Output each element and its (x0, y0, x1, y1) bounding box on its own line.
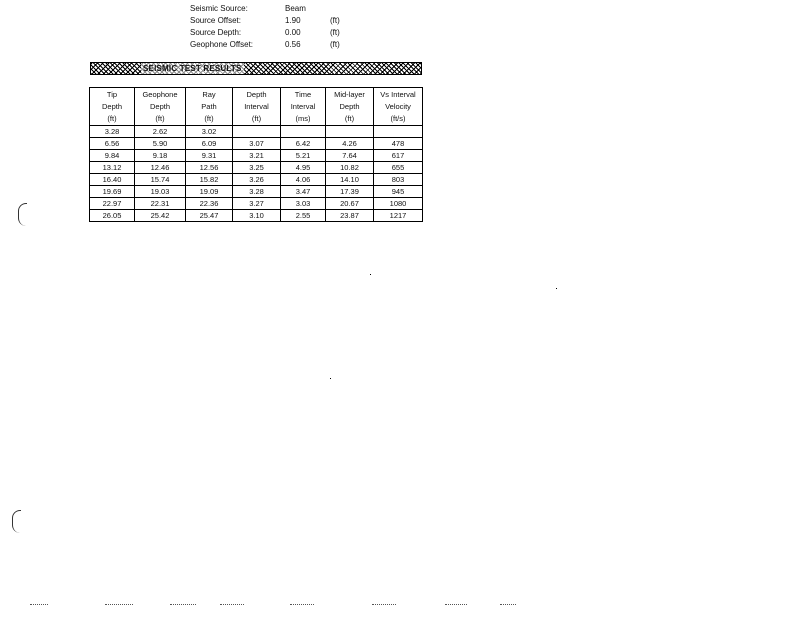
table-cell: 4.26 (326, 138, 374, 150)
table-cell: 5.90 (135, 138, 186, 150)
param-value: 0.00 (285, 28, 301, 37)
table-cell: 803 (374, 174, 423, 186)
column-header-line: Depth (101, 101, 122, 111)
table-cell: 6.42 (281, 138, 326, 150)
table-cell: 13.12 (90, 162, 135, 174)
banner-title: SEISMIC TEST RESULTS (143, 64, 242, 73)
table-body (90, 126, 423, 222)
table-row (90, 174, 423, 186)
table-cell: 6.56 (90, 138, 135, 150)
table-row (90, 198, 423, 210)
column-header-line: Vs Interval (380, 89, 416, 99)
table-cell: 478 (374, 138, 423, 150)
table-cell: 19.03 (135, 186, 186, 198)
column-header-line: Geophone (142, 89, 178, 99)
table-cell: 3.25 (233, 162, 281, 174)
seismic-results-table (89, 87, 423, 222)
table-cell: 3.07 (233, 138, 281, 150)
scan-dash (30, 604, 48, 606)
param-label: Seismic Source: (190, 4, 248, 13)
param-label: Source Depth: (190, 28, 242, 37)
column-header (186, 88, 233, 126)
column-header-line: (ms) (295, 113, 311, 123)
table-cell: 9.18 (135, 150, 186, 162)
scan-dash (372, 604, 396, 606)
table-cell: 16.40 (90, 174, 135, 186)
scan-speck (556, 288, 557, 289)
column-header-line: (ft) (107, 113, 117, 123)
param-unit: (ft) (330, 28, 340, 37)
table-row (90, 210, 423, 222)
table-cell: 17.39 (326, 186, 374, 198)
scan-speck (370, 274, 371, 275)
table-cell: 19.09 (186, 186, 233, 198)
table-cell: 4.06 (281, 174, 326, 186)
column-header-line: Velocity (385, 101, 411, 111)
column-header-line: Tip (106, 89, 118, 99)
table-cell: 617 (374, 150, 423, 162)
column-header-line: Depth (339, 101, 360, 111)
table-cell: 9.31 (186, 150, 233, 162)
table-cell: 1217 (374, 210, 423, 222)
table-cell: 15.82 (186, 174, 233, 186)
param-value: Beam (285, 4, 306, 13)
table-cell: 3.03 (281, 198, 326, 210)
column-header (326, 88, 374, 126)
table-cell: 9.84 (90, 150, 135, 162)
column-header-line: Ray (202, 89, 216, 99)
column-header-line: Interval (244, 101, 269, 111)
table-cell: 3.28 (90, 126, 135, 138)
table-row (90, 138, 423, 150)
table-cell: 14.10 (326, 174, 374, 186)
table-cell: 3.02 (186, 126, 233, 138)
table-cell: 2.55 (281, 210, 326, 222)
table-cell: 1080 (374, 198, 423, 210)
table-cell: 5.21 (281, 150, 326, 162)
column-header (135, 88, 186, 126)
table-cell: 12.46 (135, 162, 186, 174)
column-header-line: Mid-layer (334, 89, 365, 99)
scan-dash (220, 604, 244, 606)
table-cell: 25.42 (135, 210, 186, 222)
table-cell (281, 126, 326, 138)
scan-dash (445, 604, 467, 606)
table-row (90, 162, 423, 174)
param-value: 0.56 (285, 40, 301, 49)
column-header (374, 88, 423, 126)
scan-speck (330, 378, 331, 379)
param-label: Geophone Offset: (190, 40, 254, 49)
table-cell: 3.21 (233, 150, 281, 162)
column-header-line: Interval (290, 101, 316, 111)
scan-mark (18, 203, 27, 226)
column-header (90, 88, 135, 126)
table-cell: 945 (374, 186, 423, 198)
param-label: Source Offset: (190, 16, 241, 25)
table-cell: 15.74 (135, 174, 186, 186)
column-header (233, 88, 281, 126)
table-cell: 22.97 (90, 198, 135, 210)
table-cell: 19.69 (90, 186, 135, 198)
param-unit: (ft) (330, 40, 340, 49)
table-cell: 3.28 (233, 186, 281, 198)
table-cell: 655 (374, 162, 423, 174)
column-header-line: Path (201, 101, 217, 111)
scan-dash (105, 604, 133, 606)
results-banner (90, 62, 422, 75)
param-unit: (ft) (330, 16, 340, 25)
table-cell: 3.27 (233, 198, 281, 210)
table-cell (233, 126, 281, 138)
table-cell: 22.31 (135, 198, 186, 210)
table-cell: 3.10 (233, 210, 281, 222)
table-cell (374, 126, 423, 138)
scan-dash (500, 604, 516, 606)
column-header-line: (ft) (204, 113, 214, 123)
table-cell: 10.82 (326, 162, 374, 174)
column-header-line: Depth (149, 101, 170, 111)
table-header-row (90, 88, 423, 126)
table-row (90, 126, 423, 138)
param-value: 1.90 (285, 16, 301, 25)
table-cell: 26.05 (90, 210, 135, 222)
table-cell: 12.56 (186, 162, 233, 174)
table-cell (326, 126, 374, 138)
table-cell: 20.67 (326, 198, 374, 210)
column-header-line: (ft) (344, 113, 355, 123)
table-row (90, 150, 423, 162)
table-cell: 2.62 (135, 126, 186, 138)
table-cell: 4.95 (281, 162, 326, 174)
table-row (90, 186, 423, 198)
table-cell: 22.36 (186, 198, 233, 210)
table-cell: 25.47 (186, 210, 233, 222)
table-cell: 7.64 (326, 150, 374, 162)
scan-dash (290, 604, 314, 606)
column-header-line: Depth (246, 89, 267, 99)
table-cell: 6.09 (186, 138, 233, 150)
column-header-line: Time (294, 89, 312, 99)
table-cell: 23.87 (326, 210, 374, 222)
table-cell: 3.26 (233, 174, 281, 186)
scan-dash (170, 604, 196, 606)
column-header-line: (ft) (251, 113, 262, 123)
scan-mark (12, 510, 21, 533)
column-header (281, 88, 326, 126)
column-header-line: (ft) (155, 113, 165, 123)
column-header-line: (ft/s) (390, 113, 406, 123)
table-cell: 3.47 (281, 186, 326, 198)
